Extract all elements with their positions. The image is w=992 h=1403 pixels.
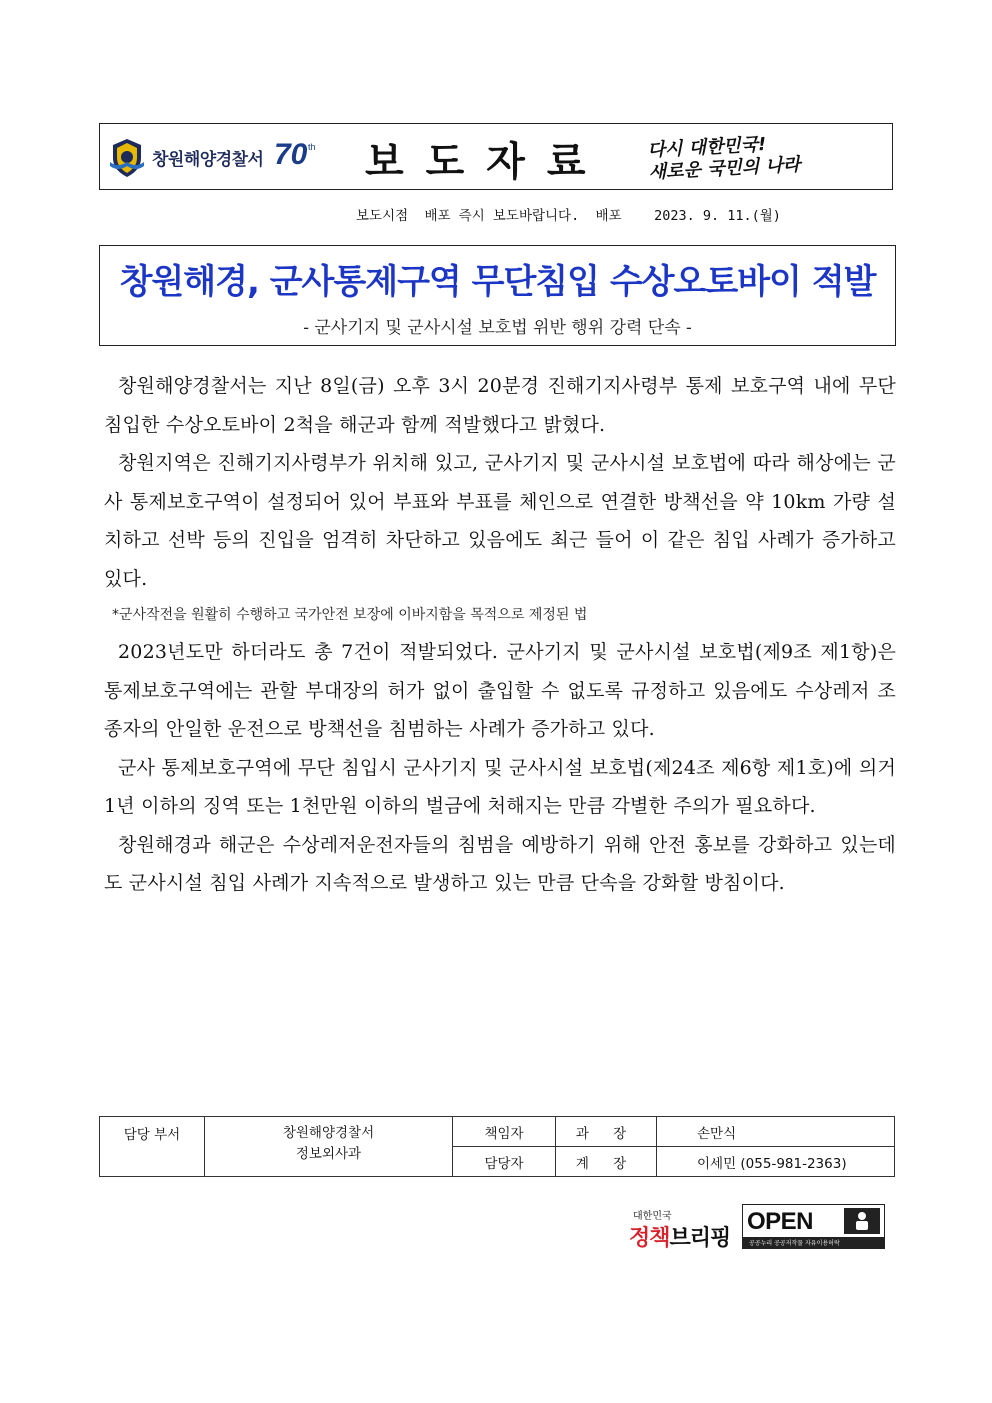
doc-type-title: 보도자료 <box>365 139 608 185</box>
paragraph-1 <box>104 367 896 444</box>
attribution-icon <box>844 1208 880 1234</box>
paragraph-5-text: 창원해경과 해군은 수상레저운전자들의 침범을 예방하기 위해 안전 홍보를 강화하고 있는데도 군사시설 침입 사례가 지속적으로 발생하고 있는 만큼 단속을 강화할 방침이다. <box>104 833 896 894</box>
dept-label: 담당 부서 <box>100 1117 205 1177</box>
release-timing-label: 보도시점 <box>356 208 409 224</box>
table-row <box>100 1117 895 1147</box>
paragraph-3-text: 2023년도만 하더라도 총 7건이 적발되었다. 군사기지 및 군사시설 보호법(제9조 제1항)은 통제보호구역에는 관할 부대장의 허가 없이 출입할 수 없도록 규정하고 있음에도 수상레저 조종자의 안일한 운전으로 방책선을 침범하는 사례가 증가하고 있다. <box>104 641 896 740</box>
anniversary-mark: 70 <box>274 138 308 171</box>
paragraph-1-text: 창원해양경찰서는 지난 8일(금) 오후 3시 20분경 진해기지사령부 통제 보호구역 내에 무단 침입한 수상오토바이 2척을 해군과 함께 적발했다고 밝혔다. <box>104 375 896 436</box>
policy-briefing-logo <box>627 1207 735 1253</box>
dept-name-line-2: 정보외사과 <box>295 1146 362 1162</box>
press-header <box>99 123 893 190</box>
release-timing-value: 배포 즉시 보도바랍니다. <box>424 208 580 224</box>
release-distributed-label: 배포 <box>595 208 622 224</box>
role-cell: 담당자 <box>453 1147 556 1177</box>
release-date: 2023. 9. 11.(월) <box>654 208 781 224</box>
person-cell: 이세민 (055-981-2363) <box>657 1147 895 1177</box>
role-cell: 책임자 <box>453 1117 556 1147</box>
slogan <box>647 128 885 184</box>
briefing-accent-text: 정책 <box>629 1226 670 1251</box>
dept-name <box>205 1117 453 1177</box>
title-box <box>99 245 896 346</box>
briefing-big-text <box>629 1221 730 1252</box>
paragraph-5 <box>104 826 896 903</box>
anniversary-suffix: th <box>308 142 316 152</box>
position-cell: 계 장 <box>556 1147 657 1177</box>
paragraph-4 <box>104 749 896 826</box>
paragraph-4-text: 군사 통제보호구역에 무단 침입시 군사기지 및 군사시설 보호법(제24조 제6항 제1호)에 의거 1년 이하의 징역 또는 1천만원 이하의 벌금에 처해지는 만큼 각별한 주의가 필요하다. <box>104 756 896 817</box>
coast-guard-emblem-icon <box>108 138 146 178</box>
person-cell: 손만식 <box>657 1117 895 1147</box>
contact-table <box>99 1116 895 1177</box>
briefing-small-text: 대한민국 <box>633 1211 672 1222</box>
paragraph-2 <box>104 444 896 598</box>
headline: 창원해경, 군사통제구역 무단침입 수상오토바이 적발 <box>119 262 876 302</box>
org-name: 창원해양경찰서 <box>152 150 264 170</box>
kogl-open-badge <box>742 1204 885 1249</box>
release-info <box>356 204 781 224</box>
position-cell: 과 장 <box>556 1117 657 1147</box>
dept-name-line-1: 창원해양경찰서 <box>282 1125 375 1141</box>
coast-guard-logo <box>108 136 338 180</box>
open-label: OPEN <box>747 1208 814 1235</box>
paragraph-2-text: 창원지역은 진해기지사령부가 위치해 있고, 군사기지 및 군사시설 보호법에 따라 해상에는 군사 통제보호구역이 설정되어 있어 부표와 부표를 체인으로 연결한 방책선을 약 10km 가량 설치하고 선박 등의 진입을 엄격히 차단하고 있음에도 최근 들어 이 같은 침입 사례가 증가하고 있다. <box>104 452 896 590</box>
open-strip-text: 공공누리 공공저작물 자유이용허락 <box>749 1240 840 1247</box>
slogan-line-1: 다시 대한민국! <box>647 133 767 162</box>
paragraph-3 <box>104 633 896 749</box>
footnote: *군사작전을 원활히 수행하고 국가안전 보장에 이바지함을 목적으로 제정된 법 <box>112 607 588 623</box>
slogan-line-2: 새로운 국민의 나라 <box>648 154 801 184</box>
article-body <box>104 367 896 903</box>
briefing-rest-text: 브리핑 <box>669 1226 731 1251</box>
subheadline: - 군사기지 및 군사시설 보호법 위반 행위 강력 단속 - <box>303 318 692 338</box>
